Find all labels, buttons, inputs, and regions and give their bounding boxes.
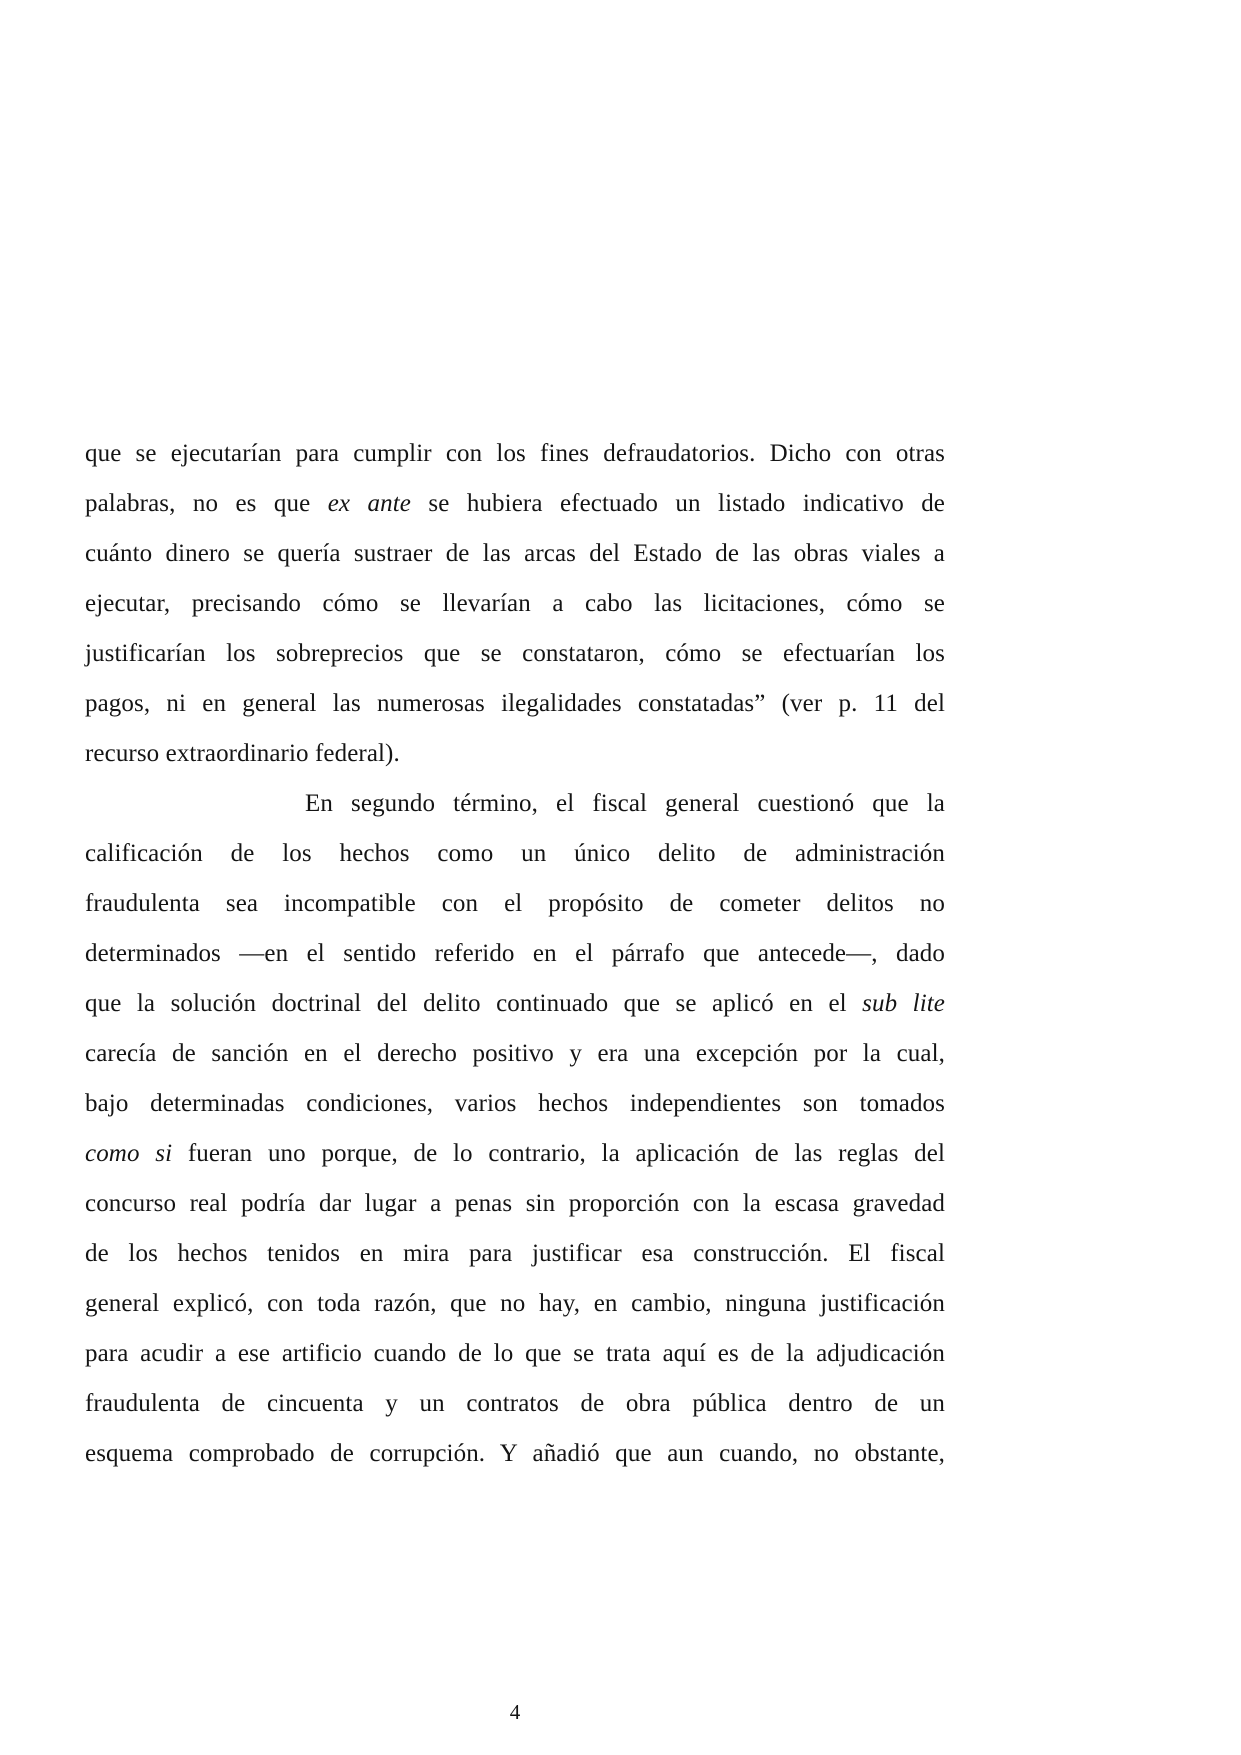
text-line: recurso extraordinario federal). [85,740,400,767]
italic-phrase: como si [85,1140,173,1167]
italic-phrase: ex ante [327,490,411,517]
paragraph [85,779,945,1479]
italic-phrase: sub lite [862,990,945,1017]
text-line: que se ejecutarían para cumplir con los fines defraudatorios. Dicho con otras [85,440,945,467]
text-line: ejecutar, precisando cómo se llevarían a cabo las licitaciones, cómo se [85,590,945,617]
paragraph [85,429,945,779]
page-number: 4 [509,1700,521,1724]
text-line: esquema comprobado de corrupción. Y añadió que aun cuando, no obstante, [85,1440,945,1467]
text-line: que la solución doctrinal del delito continuado que se aplicó en el sub lite [85,990,945,1017]
text-line: determinados —en el sentido referido en el párrafo que antecede—, dado [85,940,945,967]
text-line: bajo determinadas condiciones, varios hechos independientes son tomados [85,1090,945,1117]
text-line: de los hechos tenidos en mira para justificar esa construcción. El fiscal [85,1240,945,1267]
text-line: como si fueran uno porque, de lo contrario, la aplicación de las reglas del [85,1140,945,1167]
text-line: concurso real podría dar lugar a penas sin proporción con la escasa gravedad [85,1190,945,1217]
text-line: fraudulenta de cincuenta y un contratos de obra pública dentro de un [85,1390,945,1417]
text-line: general explicó, con toda razón, que no hay, en cambio, ninguna justificación [85,1290,945,1317]
text-line: palabras, no es que ex ante se hubiera efectuado un listado indicativo de [85,490,946,517]
text-line: calificación de los hechos como un único delito de administración [85,840,945,867]
text-line: cuánto dinero se quería sustraer de las arcas del Estado de las obras viales a [85,540,945,567]
document-body [85,429,945,1479]
text-line: justificarían los sobreprecios que se constataron, cómo se efectuarían los [85,640,945,667]
text-line: fraudulenta sea incompatible con el propósito de cometer delitos no [85,890,945,917]
text-line: para acudir a ese artificio cuando de lo que se trata aquí es de la adjudicación [85,1340,945,1367]
text-line: carecía de sanción en el derecho positivo y era una excepción por la cual, [85,1040,945,1067]
text-line: pagos, ni en general las numerosas ilegalidades constatadas” (ver p. 11 del [85,690,945,717]
text-line: En segundo término, el fiscal general cuestionó que la [305,790,945,817]
